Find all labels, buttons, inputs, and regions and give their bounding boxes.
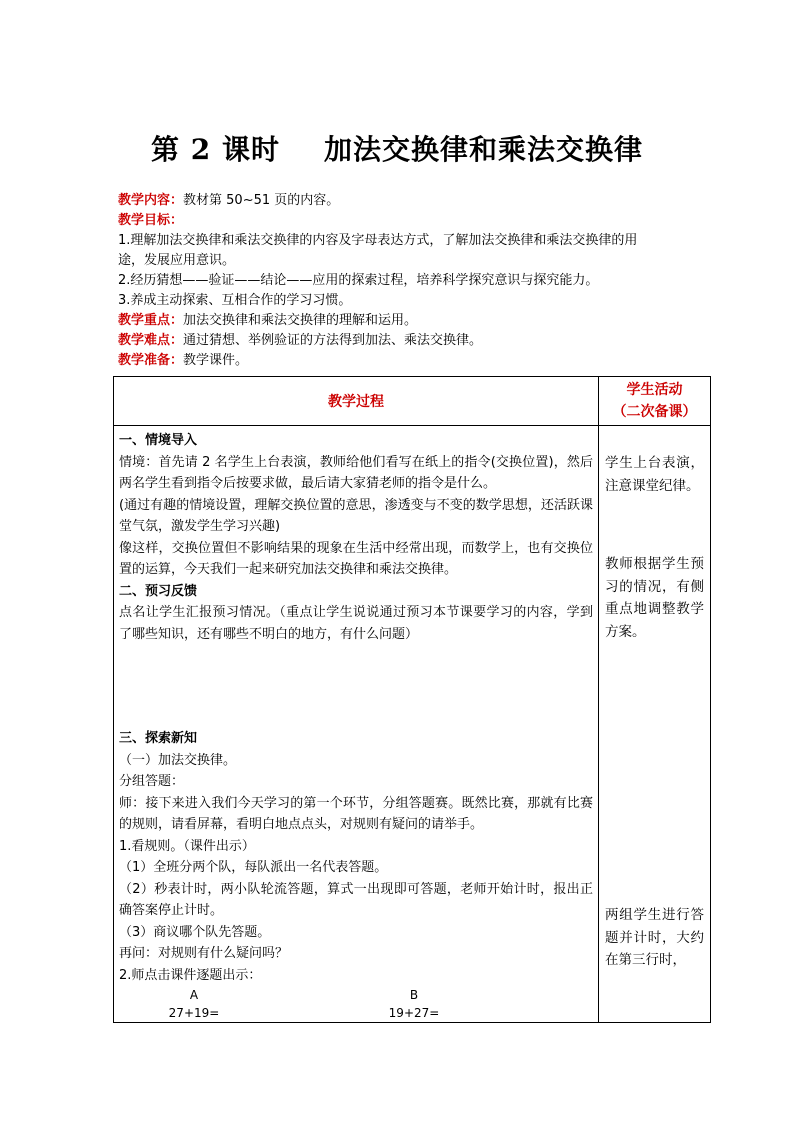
- lesson-title: 加法交换律和乘法交换律: [323, 133, 643, 166]
- activity-note-3: 两组学生进行答题并计时，大约在第三行时，: [605, 907, 704, 968]
- section-1-p3: 像这样，交换位置但不影响结果的现象在生活中经常出现，而数学上，也有交换位置的运算，今天我们一起来研究加法交换律和乘法交换律。: [119, 540, 593, 577]
- lesson-meta: [118, 191, 718, 371]
- section-1-p2: (通过有趣的情境设置，理解交换位置的意思，渗透变与不变的数学思想，还活跃课堂气氛，激发学生学习兴趣): [119, 497, 593, 534]
- activity-header-line2: （二次备课）: [612, 404, 697, 420]
- section-3-line-5: （1）全班分两个队，每队派出一名代表答题。: [119, 860, 388, 875]
- column-a-expression: 27+19=: [168, 1006, 220, 1020]
- content-label: 教学内容：: [118, 193, 184, 208]
- process-table: [113, 376, 711, 1023]
- section-3-line-1: （一）加法交换律。: [119, 752, 237, 768]
- section-3-line-7: （3）商议哪个队先答题。: [119, 924, 271, 940]
- column-a-label: A: [189, 988, 199, 1002]
- goal-1a: 1.理解加法交换律和乘法交换律的内容及字母表达方式，了解加法交换律和乘法交换律的用: [118, 233, 638, 248]
- prep-text: 教学课件。: [183, 353, 249, 368]
- content-text: 教材第 50~51 页的内容。: [183, 193, 340, 208]
- process-content: [114, 426, 599, 1023]
- column-b-expression: 19+27=: [388, 1006, 440, 1020]
- ab-expressions-row: [119, 1004, 593, 1022]
- goal-line: [118, 211, 718, 231]
- activity-note-1: 学生上台表演，注意课堂纪律。: [605, 455, 704, 494]
- lesson-number: 第 2 课时: [151, 133, 280, 166]
- goal-3: 3.养成主动探索、互相合作的学习习惯。: [118, 293, 352, 308]
- prep-line: [118, 351, 718, 371]
- activity-header: [599, 377, 711, 426]
- content-line: [118, 191, 718, 211]
- activity-header-line1: 学生活动: [626, 382, 683, 398]
- difficulty-line: [118, 331, 718, 351]
- table-body-row: [114, 426, 711, 1023]
- difficulty-text: 通过猜想、举例验证的方法得到加法、乘法交换律。: [183, 333, 483, 348]
- process-header: 教学过程: [114, 377, 599, 426]
- section-2-title: 二、预习反馈: [119, 583, 198, 599]
- section-2-p1: 点名让学生汇报预习情况。（重点让学生说说通过预习本节课要学习的内容，学到了哪些知识，还有哪些不明白的地方，有什么问题）: [119, 605, 593, 642]
- section-3-line-9: 2.师点击课件逐题出示：: [119, 967, 262, 983]
- section-3-line-8: 再问：对规则有什么疑问吗？: [119, 946, 289, 961]
- difficulty-label: 教学难点：: [118, 333, 184, 348]
- section-1-p1: 情境：首先请 2 名学生上台表演，教师给他们看写在纸上的指令(交换位置)，然后两名学生看到指令后按要求做，最后请大家猜老师的指令是什么。: [119, 454, 593, 491]
- ab-labels-row: [119, 986, 593, 1004]
- section-3-title: 三、探索新知: [119, 731, 198, 746]
- key-label: 教学重点：: [118, 313, 184, 328]
- key-text: 加法交换律和乘法交换律的理解和运用。: [183, 313, 418, 328]
- section-3-line-3: 师：接下来进入我们今天学习的第一个环节，分组答题赛。既然比赛，那就有比赛的规则，请看屏幕，看明白地点点头，对规则有疑问的请举手。: [119, 795, 593, 832]
- column-b-label: B: [409, 988, 419, 1002]
- table-header-row: [114, 377, 711, 426]
- goal-label: 教学目标：: [118, 213, 184, 228]
- prep-label: 教学准备：: [118, 353, 184, 368]
- goal-1b: 途，发展应用意识。: [118, 253, 236, 268]
- student-activity-content: [599, 426, 711, 1023]
- key-line: [118, 311, 718, 331]
- page-title: [0, 128, 794, 168]
- section-3-line-2: 分组答题：: [119, 774, 185, 789]
- goal-2: 2.经历猜想——验证——结论——应用的探索过程，培养科学探究意识与探究能力。: [118, 273, 599, 288]
- section-3-line-6: （2）秒表计时，两小队轮流答题，算式一出现即可答题，老师开始计时，报出正确答案停止计时。: [119, 881, 593, 918]
- section-1-title: 一、情境导入: [119, 433, 198, 448]
- section-3-line-4: 1.看规则。（课件出示）: [119, 838, 255, 854]
- activity-note-2: 教师根据学生预习的情况，有侧重点地调整教学方案。: [605, 556, 704, 640]
